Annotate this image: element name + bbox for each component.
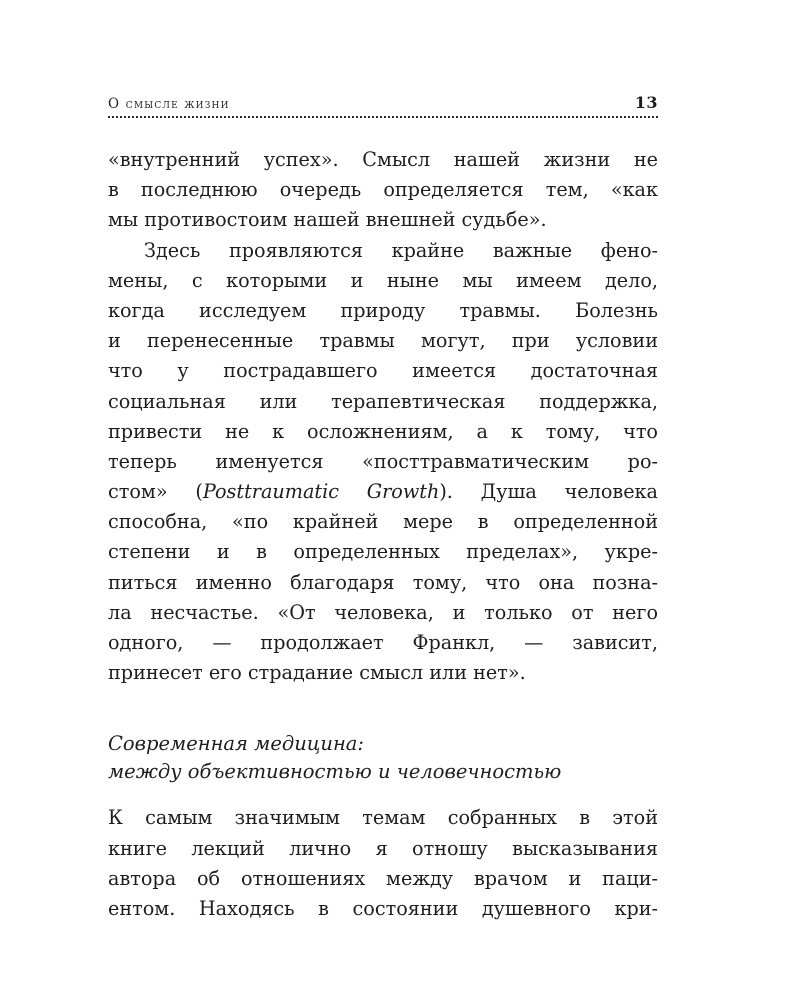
text-line: мы противостоим нашей внешней судьбе». (108, 208, 547, 232)
paragraph-1 (108, 145, 658, 236)
text-line: привести не к осложнениям, а к тому, что (108, 419, 658, 443)
text-line: ла несчастье. «От человека, и только от него (108, 600, 658, 624)
text-line: одного, — продолжает Франкл, — зависит, (108, 631, 658, 654)
header-dotted-rule (108, 116, 658, 118)
text-line: книге лекций лично я отношу высказывания (108, 836, 658, 860)
body-text (108, 145, 658, 924)
text-line: ентом. Находясь в состоянии душевного кри- (108, 896, 658, 920)
text-line: «внутренний успех». Смысл нашей жизни не (108, 148, 658, 171)
text-line: в последнюю очередь определяется тем, «как (108, 178, 658, 202)
text-line-with-italic (108, 477, 658, 507)
book-page (108, 86, 658, 924)
section-heading (108, 730, 658, 786)
text-line: что у пострадавшего имеется достаточная (108, 359, 658, 383)
text-line: К самым значимым темам собранных в этой (108, 806, 658, 830)
text-line: автора об отношениях между врачом и паци- (108, 866, 658, 890)
text-line: степени и в определенных пределах», укре- (108, 540, 658, 564)
running-header (108, 86, 658, 112)
paragraph-3 (108, 803, 658, 924)
text-line: принесет его страдание смысл или нет». (108, 661, 526, 685)
text-line: питься именно благодаря тому, что она позна- (108, 570, 658, 594)
running-title: О смысле жизни (108, 96, 230, 112)
text-segment: ). Душа человека (439, 480, 658, 504)
text-line: когда исследуем природу травмы. Болезнь (108, 298, 658, 322)
text-line: и перенесенные травмы могут, при условии (108, 329, 658, 353)
text-segment: стом» ( (108, 480, 203, 504)
text-line: теперь именуется «посттравматическим ро- (108, 449, 658, 473)
page-number: 13 (634, 93, 658, 112)
text-line: социальная или терапевтическая поддержка, (108, 389, 658, 413)
section-heading-line: Современная медицина: (108, 732, 364, 756)
section-heading-line: между объективностью и человечностью (108, 760, 562, 784)
italic-term: Posttraumatic Growth (202, 480, 440, 504)
text-line: Здесь проявляются крайне важные фено- (144, 238, 658, 262)
paragraph-2 (108, 236, 658, 689)
text-line: способна, «по крайней мере в определенной (108, 510, 658, 534)
text-line: мены, с которыми и ныне мы имеем дело, (108, 268, 658, 292)
